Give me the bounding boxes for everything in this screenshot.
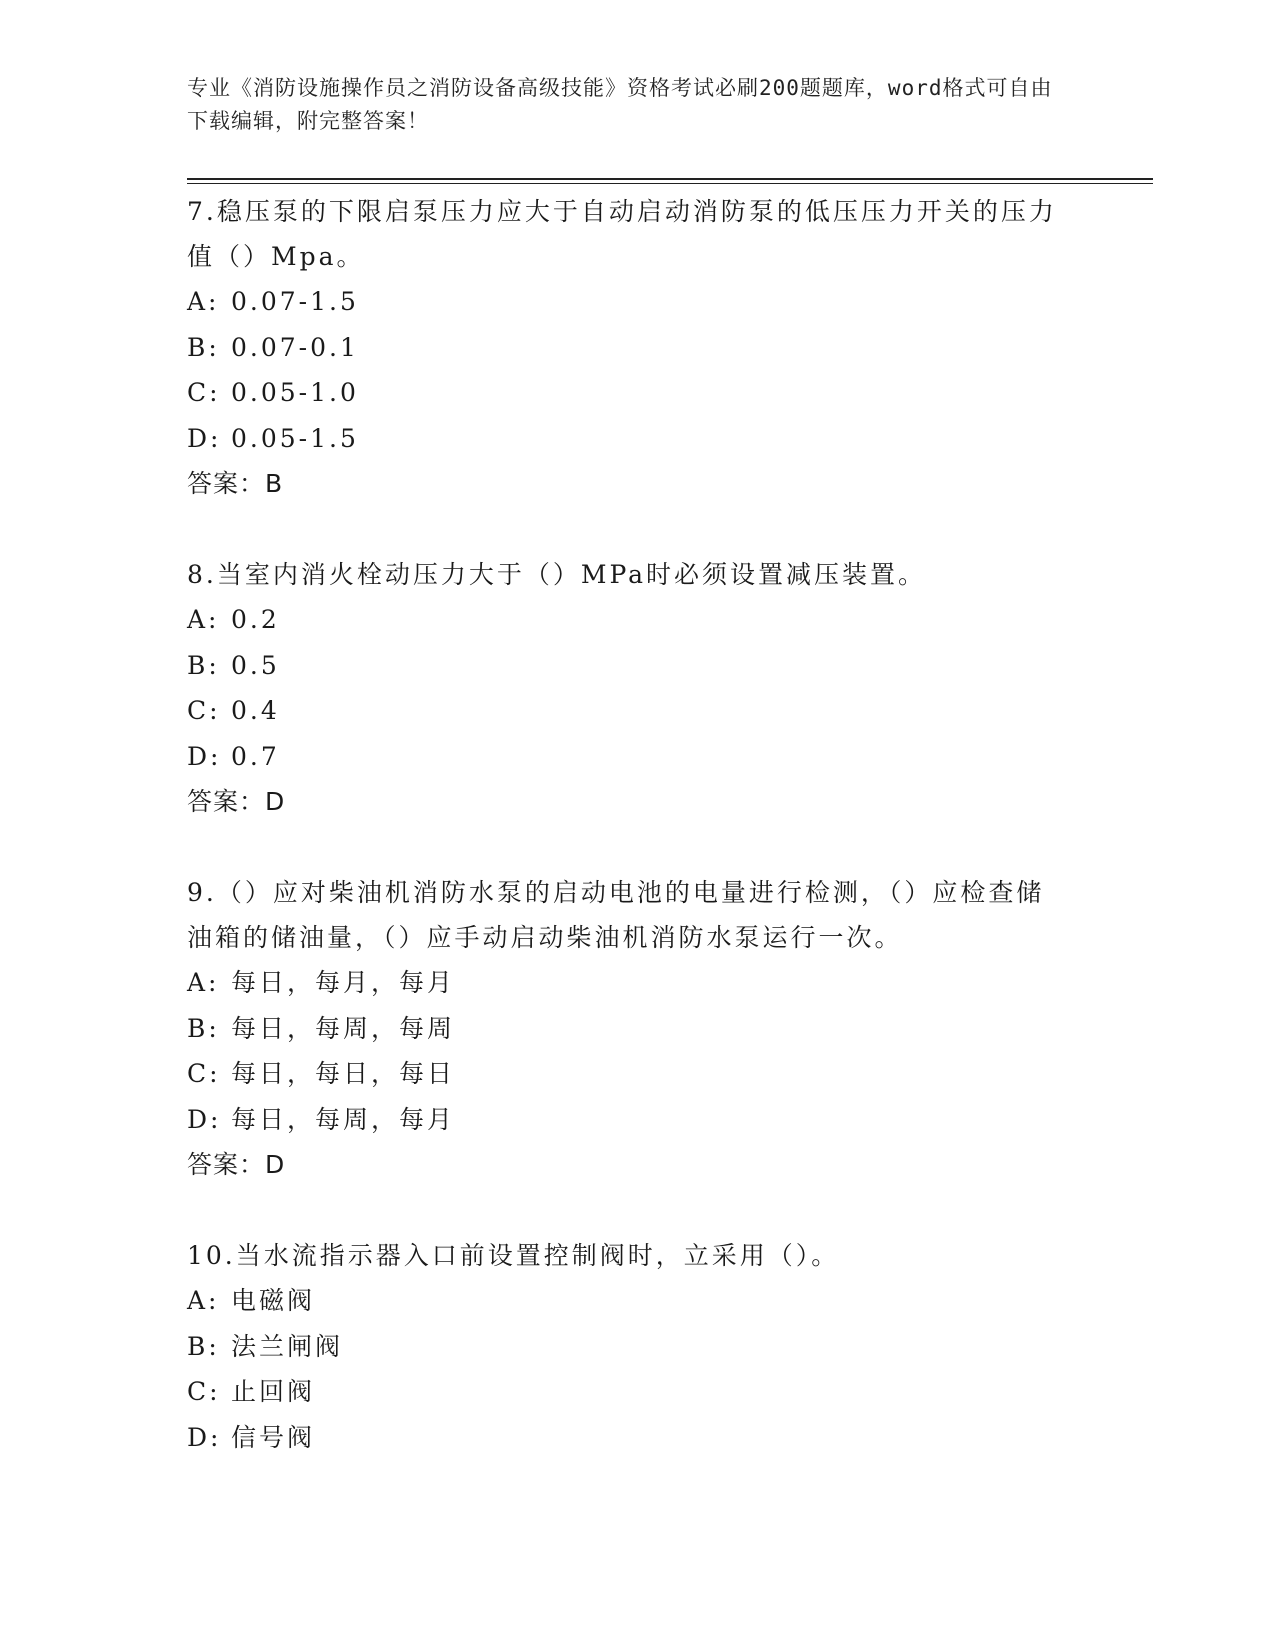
option-c [187, 688, 1067, 734]
option-letter: B: [187, 332, 220, 362]
option-text: 电磁阀 [231, 1286, 316, 1315]
option-letter: C: [187, 1377, 221, 1406]
question-10 [187, 1233, 1067, 1460]
question-9 [187, 870, 1067, 1187]
option-letter: C: [187, 378, 221, 407]
option-text: 0.05-1.0 [231, 378, 359, 407]
option-text: 每日，每周，每周 [231, 1013, 456, 1043]
option-text: 0.07-0.1 [231, 332, 359, 362]
answer-line: 答案：B [187, 469, 284, 498]
header-divider [187, 178, 1153, 180]
option-d [187, 734, 1067, 780]
option-b [187, 643, 1067, 689]
option-b [187, 1006, 1067, 1052]
option-text: 0.4 [231, 696, 280, 725]
option-letter: C: [187, 696, 221, 725]
option-d [187, 1415, 1067, 1461]
option-d [187, 1097, 1067, 1143]
option-letter: B: [187, 1013, 220, 1043]
option-letter: A: [187, 968, 220, 997]
option-c [187, 1051, 1067, 1097]
option-text: 0.07-1.5 [231, 287, 359, 316]
option-text: 0.5 [231, 650, 280, 680]
option-text: 0.7 [231, 741, 280, 771]
option-a [187, 1278, 1067, 1324]
option-letter: D: [187, 1104, 222, 1134]
option-letter: D: [187, 741, 222, 771]
option-letter: B: [187, 650, 220, 680]
option-text: 信号阀 [231, 1422, 316, 1452]
option-text: 每日，每月，每月 [231, 968, 456, 997]
option-b [187, 1324, 1067, 1370]
option-a [187, 279, 1067, 325]
option-c [187, 370, 1067, 416]
question-stem: 9.（）应对柴油机消防水泵的启动电池的电量进行检测，（）应检查储油箱的储油量，（）应手动启动柴油机消防水泵运行一次。 [187, 878, 1045, 952]
option-letter: A: [187, 287, 220, 316]
option-text: 法兰闸阀 [231, 1331, 344, 1361]
question-7 [187, 189, 1067, 506]
option-text: 每日，每周，每月 [231, 1104, 456, 1134]
document-header: 专业《消防设施操作员之消防设备高级技能》资格考试必刷200题题库，word格式可自由下载编辑，附完整答案！ [187, 76, 1053, 133]
option-text: 0.05-1.5 [231, 423, 359, 453]
question-8 [187, 552, 1067, 824]
option-letter: D: [187, 423, 222, 453]
question-stem: 7.稳压泵的下限启泵压力应大于自动启动消防泵的低压压力开关的压力值（）Mpa。 [187, 197, 1057, 271]
answer-line: 答案：D [187, 1150, 286, 1179]
option-letter: C: [187, 1059, 221, 1088]
option-text: 止回阀 [231, 1377, 316, 1406]
option-letter: D: [187, 1422, 222, 1452]
option-c [187, 1369, 1067, 1415]
option-letter: A: [187, 1286, 220, 1315]
question-stem: 8.当室内消火栓动压力大于（）MPa时必须设置减压装置。 [187, 560, 927, 589]
option-b [187, 325, 1067, 371]
option-d [187, 416, 1067, 462]
option-a [187, 597, 1067, 643]
option-letter: A: [187, 605, 220, 634]
question-stem: 10.当水流指示器入口前设置控制阀时，立采用（）。 [187, 1241, 840, 1270]
option-text: 0.2 [231, 605, 280, 634]
answer-line: 答案：D [187, 787, 286, 816]
option-letter: B: [187, 1331, 220, 1361]
header-divider-thin [187, 183, 1153, 184]
option-text: 每日，每日，每日 [231, 1059, 456, 1088]
option-a [187, 960, 1067, 1006]
